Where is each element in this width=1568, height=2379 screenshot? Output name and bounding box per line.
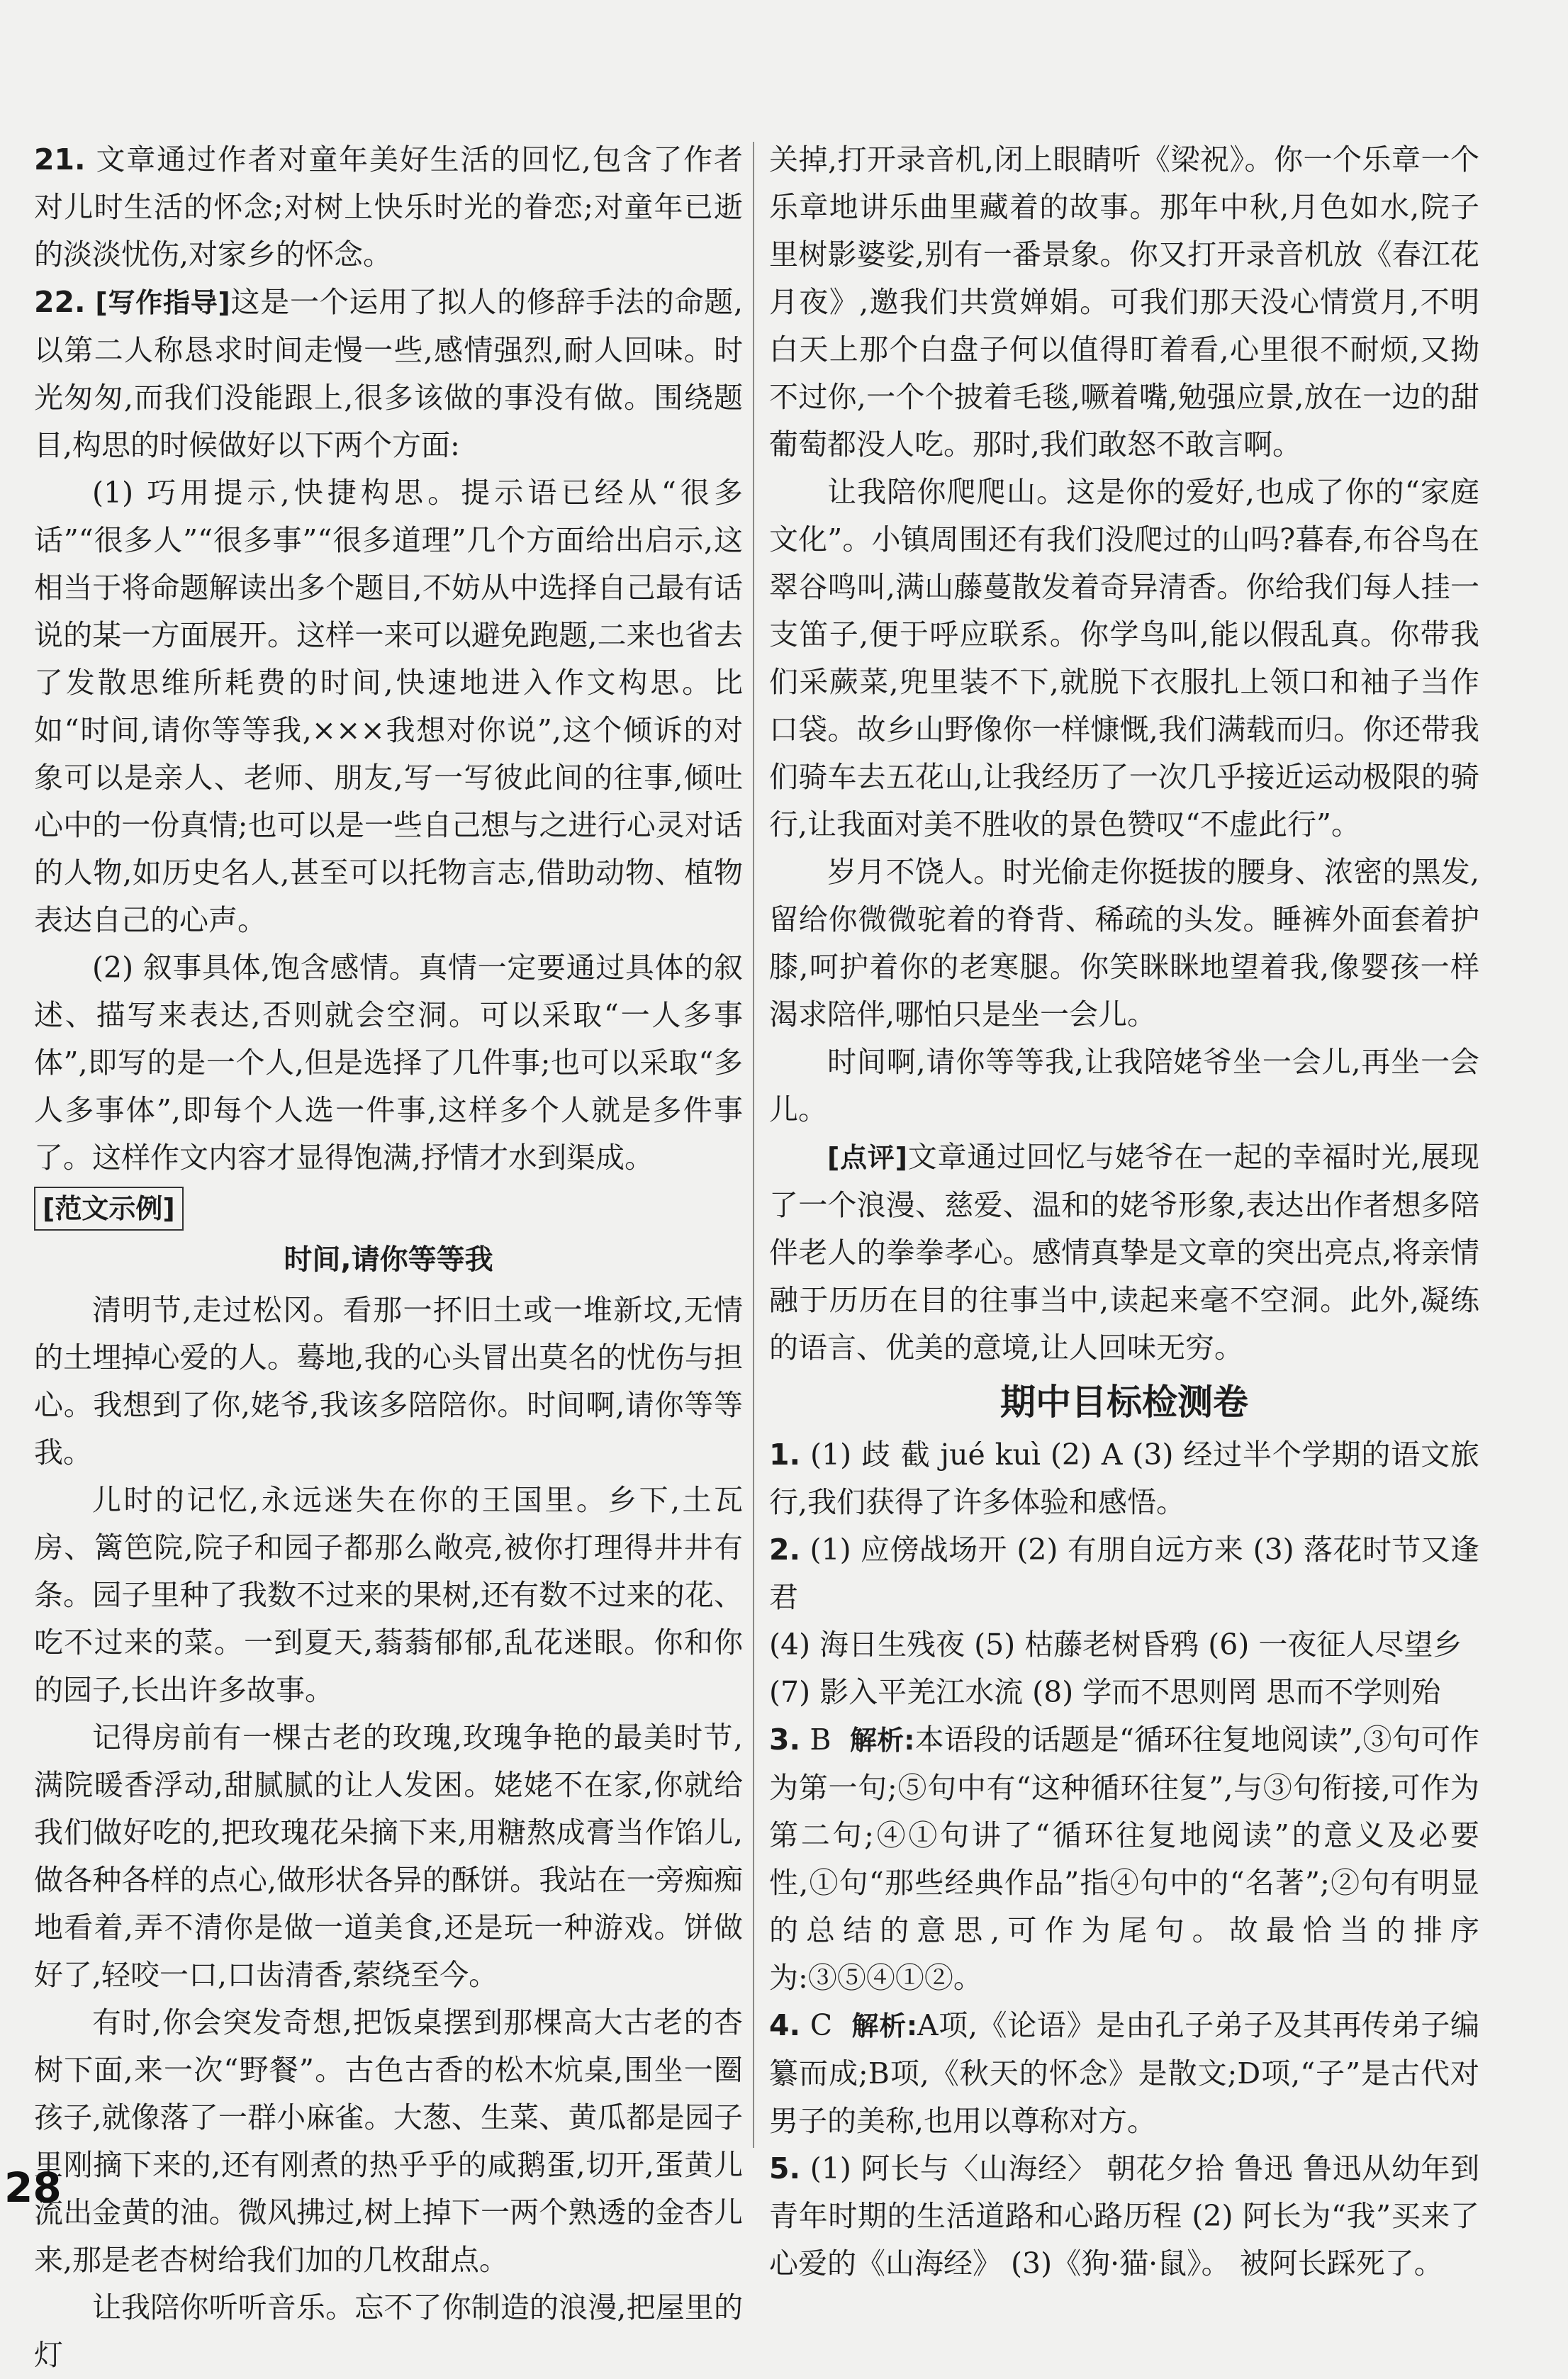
essay-paragraph: 有时,你会突发奇想,把饭桌摆到那棵高大古老的杏树下面,来一次“野餐”。古色古香的松木炕桌,围坐一圈孩子,就像落了一群小麻雀。大葱、生菜、黄瓜都是园子里刚摘下来的,还有刚煮的热乎乎的咸鹅蛋,切开,蛋黄儿流出金黄的油。微风拂过,树上掉下一两个熟透的金杏儿来,那是老杏树给我们加的几枚甜点。 (34, 2005, 743, 2277)
answer-2-line-1: (1) 应傍战场开 (2) 有朋自远方来 (3) 落花时节又逢君 (769, 1533, 1479, 1614)
answer-2-number: 2. (769, 1533, 801, 1567)
analysis-label: 解析: (851, 2010, 918, 2042)
essay-paragraph: 记得房前有一棵古老的玫瑰,玫瑰争艳的最美时节,满院暖香浮动,甜腻腻的让人发困。姥姥不在家,你就给我们做好吃的,把玫瑰花朵摘下来,用糖熬成膏当作馅儿,做各种各样的点心,做形状各异的酥饼。我站在一旁痴痴地看着,弄不清你是做一道美食,还是玩一种游戏。饼做好了,轻咬一口,口齿清香,萦绕至今。 (34, 1720, 743, 1992)
column-divider (753, 142, 754, 2148)
answer-22 (34, 279, 743, 469)
page-number: 28 (4, 2164, 62, 2212)
essay-paragraph: 让我陪你听听音乐。忘不了你制造的浪漫,把屋里的灯 (34, 2290, 743, 2372)
answer-2-line-3: (7) 影入平羌江水流 (8) 学而不思则罔 思而不学则殆 (769, 1675, 1441, 1709)
left-column (34, 136, 743, 2379)
essay-paragraph: 让我陪你爬爬山。这是你的爱好,也成了你的“家庭文化”。小镇周围还有我们没爬过的山吗?暮春,布谷鸟在翠谷鸣叫,满山藤蔓散发着奇异清香。你给我们每人挂一支笛子,便于呼应联系。你学鸟叫,能以假乱真。你带我们采蕨菜,兜里装不下,就脱下衣服扎上领口和袖子当作口袋。故乡山野像你一样慷慨,我们满载而归。你还带我们骑车去五花山,让我经历了一次几乎接近运动极限的骑行,让我面对美不胜收的景色赞叹“不虚此行”。 (769, 475, 1479, 841)
answer-4 (769, 2002, 1479, 2145)
guide-point-2: (2) 叙事具体,饱含感情。真情一定要通过具体的叙述、描写来表达,否则就会空洞。可以采取“一人多事体”,即写的是一个人,但是选择了几件事;也可以采取“多人多事体”,即每个人选一件事,这样多个人就是多件事了。这样作文内容才显得饱满,抒情才水到渠成。 (34, 951, 743, 1175)
answer-1-text: (1) 歧 截 jué kuì (2) A (3) 经过半个学期的语文旅行,我们获得了许多体验和感悟。 (769, 1438, 1479, 1519)
answer-5-number: 5. (769, 2151, 801, 2185)
answer-21-text: 文章通过作者对童年美好生活的回忆,包含了作者对儿时生活的怀念;对树上快乐时光的眷恋;对童年已逝的淡淡忧伤,对家乡的怀念。 (34, 142, 743, 272)
answer-2-line-2: (4) 海日生残夜 (5) 枯藤老树昏鸦 (6) 一夜征人尽望乡 (769, 1628, 1462, 1662)
answer-3-text: 本语段的话题是“循环往复地阅读”,③句可作为第一句;⑤句中有“这种循环往复”,与③句衔接,可作为第二句;④①句讲了“循环往复地阅读”的意义及必要性,①句“那些经典作品”指④句中的“名著”;②句有明显的总结的意思,可作为尾句。故最恰当的排序为:③⑤④①②。 (769, 1723, 1479, 1995)
section-title: 期中目标检测卷 (1000, 1382, 1248, 1423)
essay-paragraph: 清明节,走过松冈。看那一抔旧土或一堆新坟,无情的土埋掉心爱的人。蓦地,我的心头冒出莫名的忧伤与担心。我想到了你,姥爷,我该多陪陪你。时间啊,请你等等我。 (34, 1293, 743, 1470)
writing-guide-tag: [写作指导] (95, 287, 230, 318)
answer-3-number: 3. (769, 1723, 801, 1757)
answer-5 (769, 2145, 1479, 2288)
answer-1-number: 1. (769, 1438, 801, 1472)
guide-point-1: (1) 巧用提示,快捷构思。提示语已经从“很多话”“很多人”“很多事”“很多道理”几个方面给出启示,这相当于将命题解读出多个题目,不妨从中选择自己最有话说的某一方面展开。这样一来可以避免跑题,二来也省去了发散思维所耗费的时间,快速地进入作文构思。比如“时间,请你等等我,×××我想对你说”,这个倾诉的对象可以是亲人、老师、朋友,写一写彼此间的往事,倾吐心中的一份真情;也可以是一些自己想与之进行心灵对话的人物,如历史名人,甚至可以托物言志,借助动物、植物表达自己的心声。 (34, 476, 743, 937)
answer-5-text: (1) 阿长与〈山海经〉 朝花夕拾 鲁迅 鲁迅从幼年到青年时期的生活道路和心路历程 (2) 阿长为“我”买来了心爱的《山海经》 (3)《狗·猫·鼠》。 被阿长踩死了。 (769, 2151, 1479, 2280)
comment-text: 文章通过回忆与姥爷在一起的幸福时光,展现了一个浪漫、慈爱、温和的姥爷形象,表达出作者想多陪伴老人的拳拳孝心。感情真挚是文章的突出亮点,将亲情融于历历在目的往事当中,读起来毫不空洞。此外,凝练的语言、优美的意境,让人回味无穷。 (769, 1140, 1479, 1365)
answer-2 (769, 1526, 1479, 1621)
answer-21 (34, 136, 743, 279)
answer-4-text: A项,《论语》是由孔子弟子及其再传弟子编纂而成;B项,《秋天的怀念》是散文;D项,“子”是古代对男子的美称,也用以尊称对方。 (769, 2008, 1479, 2138)
sample-essay-label: [范文示例] (34, 1187, 184, 1231)
answer-22-text: 这是一个运用了拟人的修辞手法的命题,以第二人称恳求时间走慢一些,感情强烈,耐人回味。时光匆匆,而我们没能跟上,很多该做的事没有做。围绕题目,构思的时候做好以下两个方面: (34, 285, 743, 462)
essay-title: 时间,请你等等我 (284, 1243, 493, 1276)
comment (769, 1133, 1479, 1372)
right-column (769, 136, 1479, 2288)
analysis-label: 解析: (849, 1725, 915, 1756)
answer-3 (769, 1716, 1479, 2002)
answer-4-number: 4. (769, 2008, 801, 2042)
answer-3-choice: B (810, 1723, 831, 1757)
essay-paragraph: 岁月不饶人。时光偷走你挺拔的腰身、浓密的黑发,留给你微微驼着的脊背、稀疏的头发。睡裤外面套着护膝,呵护着你的老寒腿。你笑眯眯地望着我,像婴孩一样渴求陪伴,哪怕只是坐一会儿。 (769, 855, 1479, 1031)
comment-tag: [点评] (827, 1142, 907, 1173)
answer-22-number: 22. (34, 285, 86, 319)
essay-paragraph: 时间啊,请你等等我,让我陪姥爷坐一会儿,再坐一会儿。 (769, 1045, 1479, 1126)
essay-paragraph: 儿时的记忆,永远迷失在你的王国里。乡下,土瓦房、篱笆院,院子和园子都那么敞亮,被你打理得井井有条。园子里种了我数不过来的果树,还有数不过来的花、吃不过来的菜。一到夏天,蓊蓊郁郁,乱花迷眼。你和你的园子,长出许多故事。 (34, 1483, 743, 1707)
sample-label-row (34, 1185, 743, 1232)
answer-21-number: 21. (34, 142, 86, 177)
essay-paragraph-continued: 关掉,打开录音机,闭上眼睛听《梁祝》。你一个乐章一个乐章地讲乐曲里藏着的故事。那年中秋,月色如水,院子里树影婆娑,别有一番景象。你又打开录音机放《春江花月夜》,邀我们共赏婵娟。可我们那天没心情赏月,不明白天上那个白盘子何以值得盯着看,心里很不耐烦,又拗不过你,一个个披着毛毯,噘着嘴,勉强应景,放在一边的甜葡萄都没人吃。那时,我们敢怒不敢言啊。 (769, 142, 1479, 461)
answer-4-choice: C (810, 2008, 833, 2042)
answer-1 (769, 1431, 1479, 1526)
